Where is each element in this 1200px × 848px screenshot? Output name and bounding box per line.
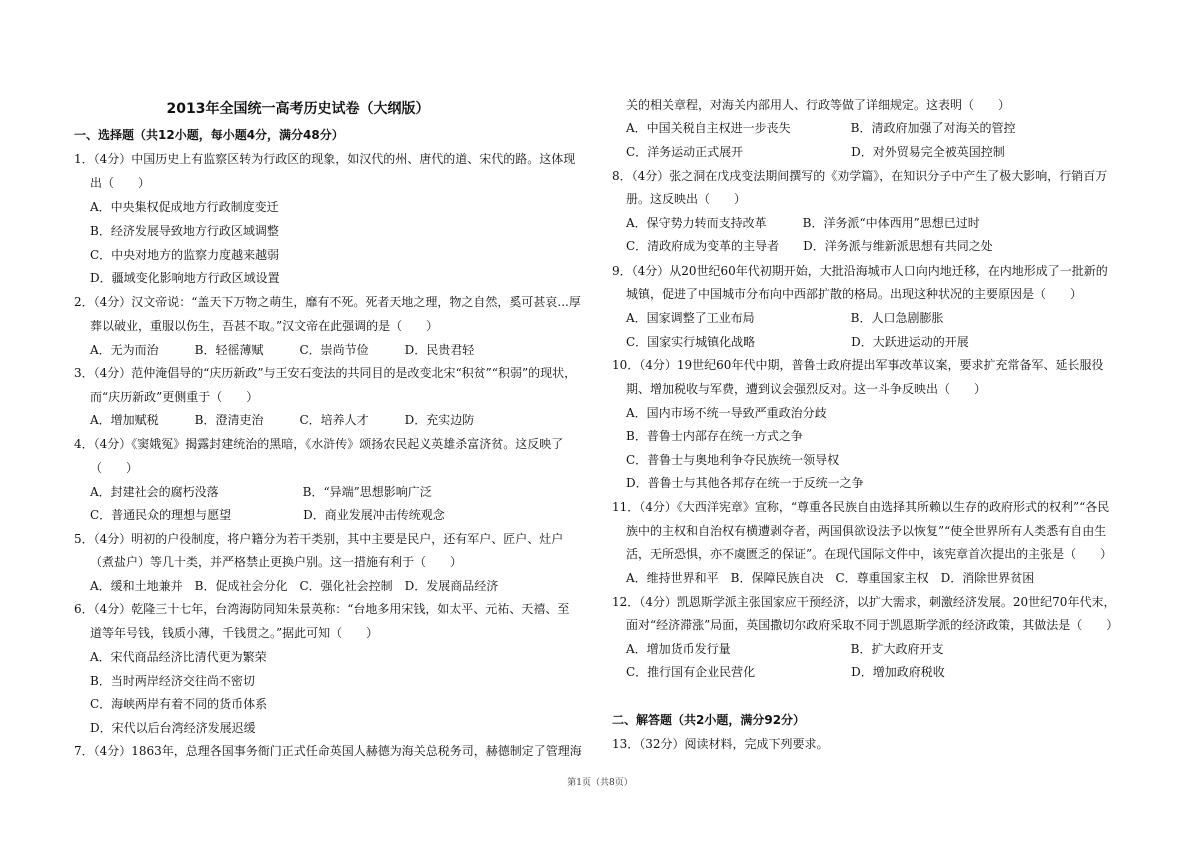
q9-options-cd: C．国家实行城镇化战略 D．大跃进运动的开展 — [626, 335, 969, 349]
question-8-cont: 册。这反映出（ ） — [626, 192, 747, 206]
question-12: 12．（4分）凯恩斯学派主张国家应干预经济，以扩大需求，刺激经济发展。20世纪70年代末， — [612, 595, 1116, 609]
q1-option-d: D．疆域变化影响地方行政区域设置 — [90, 271, 280, 285]
q2-options: A．无为而治 B．轻徭薄赋 C．崇尚节俭 D．民贵君轻 — [90, 343, 475, 357]
q7-options-cd: C．洋务运动正式展开 D．对外贸易完全被英国控制 — [626, 145, 1005, 159]
q10-option-b: B．普鲁士内部存在统一方式之争 — [626, 429, 803, 443]
section-heading-answer: 二、解答题（共2小题，满分92分） — [612, 713, 806, 727]
question-6-cont: 道等年号钱，钱质小薄，千钱贯之。”据此可知（ ） — [90, 626, 379, 640]
q5-options: A．缓和土地兼并 B．促成社会分化 C．强化社会控制 D．发展商品经济 — [90, 579, 499, 593]
question-4: 4．（4分）《窦娥冤》揭露封建统治的黑暗，《水浒传》颂扬农民起义英雄杀富济贫。这反映了 — [74, 437, 564, 451]
question-1: 1．（4分）中国历史上有监察区转为行政区的现象，如汉代的州、唐代的道、宋代的路。这体现 — [74, 152, 576, 166]
question-11-cont-1: 族中的主权和自治权有横遭剥夺者，两国俱欲设法予以恢复”“使全世界所有人类悉有自由生 — [626, 524, 1107, 538]
question-4-cont: （ ） — [90, 461, 139, 475]
q8-options-ab: A．保守势力转而支持改革 B．洋务派“中体西用”思想已过时 — [626, 216, 980, 230]
question-6: 6．（4分）乾隆三十七年，台湾海防同知朱景英称：“台地多用宋钱，如太平、元祐、天禧、至 — [74, 602, 570, 616]
q1-option-a: A．中央集权促成地方行政制度变迁 — [90, 200, 279, 214]
q12-options-ab: A．增加货币发行量 B．扩大政府开支 — [626, 642, 944, 656]
q10-option-c: C．普鲁士与奥地利争夺民族统一领导权 — [626, 453, 840, 467]
q6-option-a: A．宋代商品经济比清代更为繁荣 — [90, 650, 267, 664]
question-7-cont: 关的相关章程，对海关内部用人、行政等做了详细规定。这表明（ ） — [626, 98, 1011, 112]
q8-options-cd: C．清政府成为变革的主导者 D．洋务派与维新派思想有共同之处 — [626, 239, 993, 253]
question-5-cont: （煮盐户）等几十类，并严格禁止更换户别。这一措施有利于（ ） — [90, 555, 463, 569]
page-title: 2013年全国统一高考历史试卷（大纲版） — [166, 101, 430, 117]
question-12-cont: 面对“经济滞涨”局面，英国撒切尔政府采取不同于凯恩斯学派的经济政策，其做法是（ ） — [626, 618, 1119, 632]
q1-option-c: C．中央对地方的监察力度越来越弱 — [90, 248, 280, 262]
page-footer: 第1页（共8页） — [567, 778, 633, 788]
question-11: 11．（4分）《大西洋宪章》宣称，“尊重各民族自由选择其所赖以生存的政府形式的权利”“各民 — [612, 500, 1110, 514]
q6-option-b: B．当时两岸经济交往尚不密切 — [90, 674, 255, 688]
q10-option-d: D．普鲁士与其他各邦存在统一于反统一之争 — [626, 476, 864, 490]
q3-options: A．增加赋税 B．澄清吏治 C．培养人才 D．充实边防 — [90, 413, 475, 427]
question-3-cont: 而“庆历新政”更侧重于（ ） — [90, 390, 259, 404]
question-7: 7．（4分）1863年，总理各国事务衙门正式任命英国人赫德为海关总税务司，赫德制定了管理海 — [74, 744, 582, 758]
q7-options-ab: A．中国关税自主权进一步丧失 B．清政府加强了对海关的管控 — [626, 121, 1016, 135]
q6-option-c: C．海峡两岸有着不同的货币体系 — [90, 697, 268, 711]
question-10: 10．（4分）19世纪60年代中期，普鲁士政府提出军事改革议案，要求扩充常备军、延长服役 — [612, 358, 1104, 372]
question-1-cont: 出（ ） — [90, 176, 151, 190]
q6-option-d: D．宋代以后台湾经济发展迟缓 — [90, 721, 256, 735]
q4-options-ab: A．封建社会的腐朽没落 B．“异端”思想影响广泛 — [90, 485, 432, 499]
question-9: 9．（4分）从20世纪60年代初期开始，大批沿海城市人口向内地迁移，在内地形成了一批新的 — [612, 264, 1108, 278]
q10-option-a: A．国内市场不统一导致严重政治分歧 — [626, 406, 827, 420]
question-11-cont-2: 活，无所恐惧，亦不虞匮乏的保证”。在现代国际文件中，该宪章首次提出的主张是（ ） — [626, 547, 1113, 561]
q1-option-b: B．经济发展导致地方行政区域调整 — [90, 224, 279, 238]
question-8: 8．（4分）张之洞在戊戌变法期间撰写的《劝学篇》，在知识分子中产生了极大影响，行销百万 — [612, 169, 1108, 183]
question-10-cont: 期、增加税收与军费，遭到议会强烈反对。这一斗争反映出（ ） — [626, 382, 987, 396]
q11-options: A．维持世界和平 B．保障民族自决 C．尊重国家主权 D．消除世界贫困 — [626, 571, 1035, 585]
question-13: 13．（32分）阅读材料，完成下列要求。 — [612, 737, 829, 751]
question-2: 2．（4分）汉文帝说：“盖天下万物之萌生，靡有不死。死者天地之理，物之自然，奚可甚哀...厚 — [74, 295, 581, 309]
question-9-cont: 城镇，促进了中国城市分布向中西部扩散的格局。出现这种状况的主要原因是（ ） — [626, 287, 1083, 301]
q9-options-ab: A．国家调整了工业布局 B．人口急剧膨胀 — [626, 311, 944, 325]
question-3: 3．（4分）范仲淹倡导的“庆历新政”与王安石变法的共同目的是改变北宋“积贫”“积弱”的现状， — [74, 366, 577, 380]
q4-options-cd: C．普通民众的理想与愿望 D．商业发展冲击传统观念 — [90, 508, 445, 522]
question-2-cont: 葬以破业，重服以伤生，吾甚不取。”汉文帝在此强调的是（ ） — [90, 319, 439, 333]
question-5: 5．（4分）明初的户役制度，将户籍分为若干类别，其中主要是民户，还有军户、匠户、灶户 — [74, 532, 564, 546]
section-heading-choice: 一、选择题（共12小题，每小题4分，满分48分） — [74, 128, 344, 142]
q12-options-cd: C．推行国有企业民营化 D．增加政府税收 — [626, 665, 945, 679]
